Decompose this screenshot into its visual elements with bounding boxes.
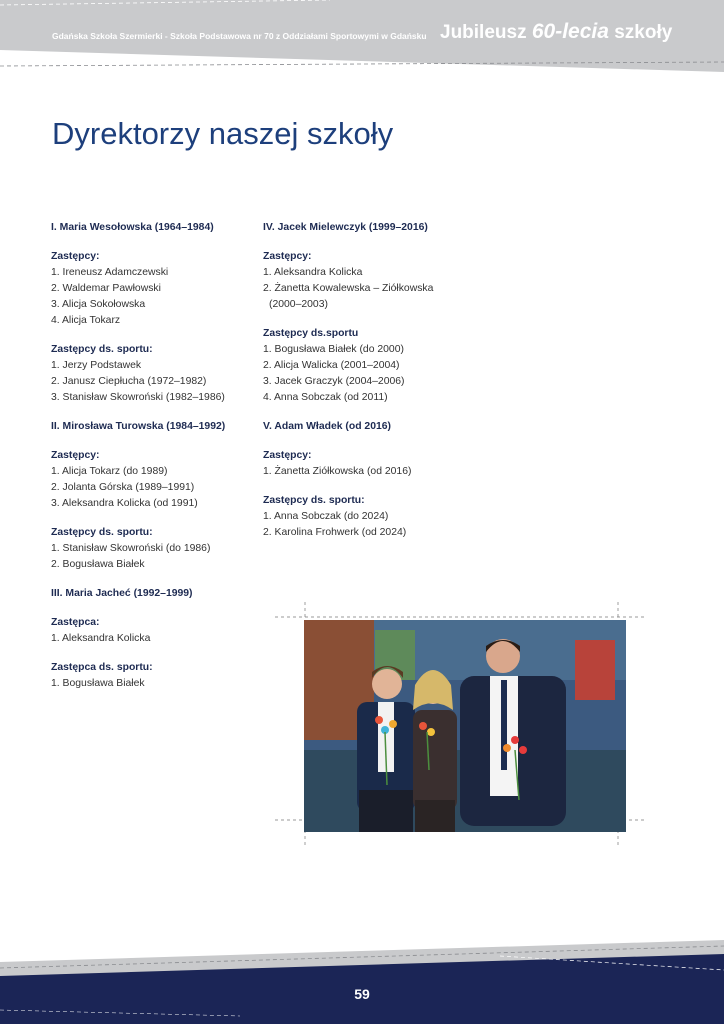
director-4-heading: IV. Jacek Mielewczyk (1999–2016) [263,222,428,233]
list-item: 1. Jerzy Podstawek [51,360,142,371]
director-4-sport-label: Zastępcy ds.sportu [263,328,359,339]
list-item: 1. Stanisław Skowroński (do 1986) [51,543,211,554]
director-2-sport-label: Zastępcy ds. sportu: [51,527,153,538]
list-item: 2. Bogusława Białek [51,559,145,570]
list-item: 2. Alicja Walicka (2001–2004) [263,360,400,371]
list-item: 1. Aleksandra Kolicka [51,633,151,644]
footer-band [0,940,724,1024]
director-1-heading: I. Maria Wesołowska (1964–1984) [51,222,214,233]
photo-illustration [275,600,645,850]
school-name: Gdańska Szkoła Szermierki - Szkoła Podstawowa nr 70 z Oddziałami Sportowymi w Gdańsku [52,31,427,41]
directors-column-1 [51,220,251,692]
director-3-sport-label: Zastępca ds. sportu: [51,662,153,673]
list-item: 2. Waldemar Pawłowski [51,283,161,294]
jubilee-years: 60-lecia [531,20,609,43]
jubilee-prefix: Jubileusz [440,22,527,43]
list-item: 2. Janusz Ciepłucha (1972–1982) [51,376,207,387]
list-item: 4. Anna Sobczak (od 2011) [263,392,388,403]
list-item: 3. Jacek Graczyk (2004–2006) [263,376,405,387]
list-item: 2. Żanetta Kowalewska – Ziółkowska [263,283,434,294]
page-title: Dyrektorzy naszej szkoły [52,116,394,151]
list-item: 1. Ireneusz Adamczewski [51,267,169,278]
list-item: 3. Aleksandra Kolicka (od 1991) [51,498,198,509]
list-item: 1. Alicja Tokarz (do 1989) [51,466,168,477]
directors-column-2 [263,220,473,541]
list-item: 1. Aleksandra Kolicka [263,267,363,278]
directors-photo [275,600,645,850]
director-5-heading: V. Adam Władek (od 2016) [263,421,391,432]
director-3-deputy-label: Zastępca: [51,617,100,628]
list-item: 2. Karolina Frohwerk (od 2024) [263,527,407,538]
list-item: (2000–2003) [269,299,328,310]
list-item: 2. Jolanta Górska (1989–1991) [51,482,195,493]
list-item: 1. Anna Sobczak (do 2024) [263,511,389,522]
director-5-sport-label: Zastępcy ds. sportu: [263,495,365,506]
page-footer [0,940,724,1024]
page-header [0,0,724,72]
list-item: 3. Alicja Sokołowska [51,299,146,310]
list-item: 1. Bogusława Białek [51,678,145,689]
director-5-deputies-label: Zastępcy: [263,450,312,461]
director-1-sport-label: Zastępcy ds. sportu: [51,344,153,355]
page-number: 59 [354,986,370,1002]
jubilee-title [440,20,672,44]
director-2-deputies-label: Zastępcy: [51,450,100,461]
director-3-heading: III. Maria Jacheć (1992–1999) [51,588,193,599]
list-item: 1. Żanetta Ziółkowska (od 2016) [263,466,412,477]
jubilee-suffix: szkoły [614,22,673,43]
director-4-deputies-label: Zastępcy: [263,251,312,262]
list-item: 1. Bogusława Białek (do 2000) [263,344,404,355]
director-1-deputies-label: Zastępcy: [51,251,100,262]
director-2-heading: II. Mirosława Turowska (1984–1992) [51,421,226,432]
list-item: 4. Alicja Tokarz [51,315,121,326]
list-item: 3. Stanisław Skowroński (1982–1986) [51,392,225,403]
